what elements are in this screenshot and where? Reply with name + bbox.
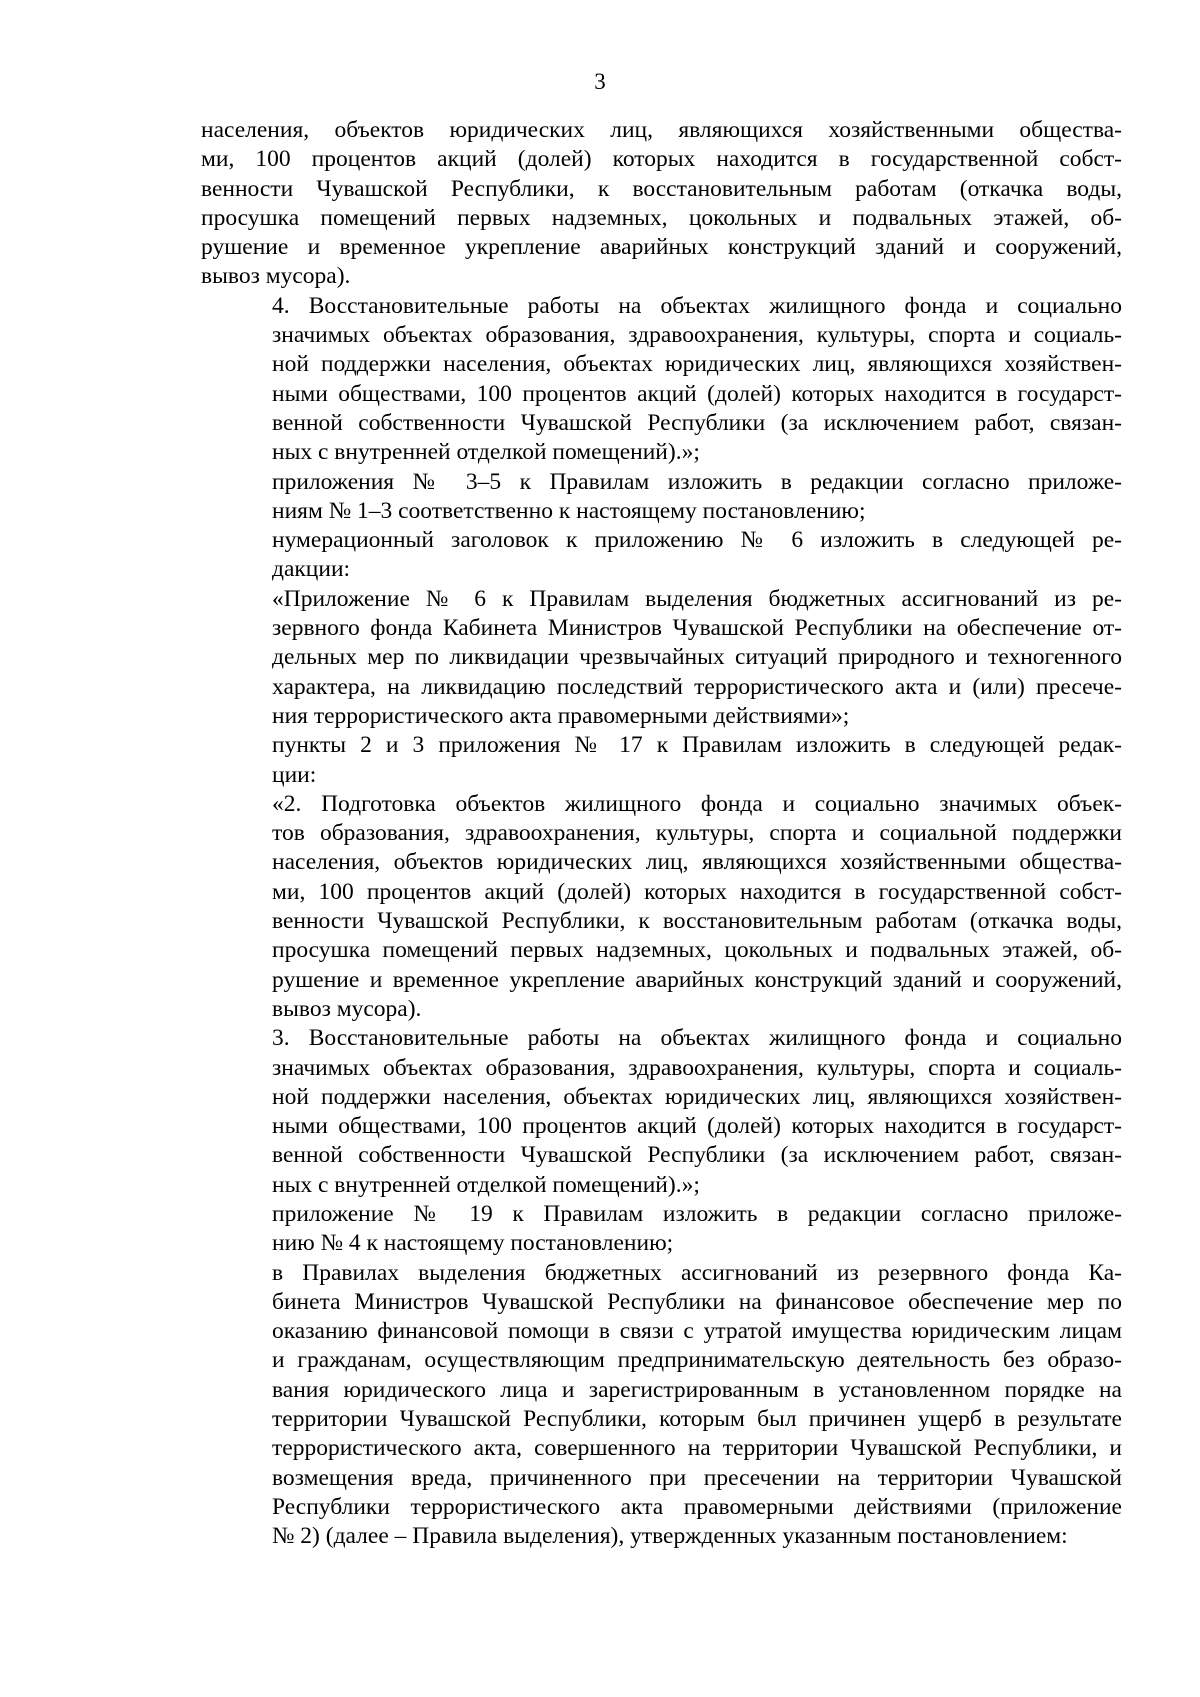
text-line: приложения № 3–5 к Правилам изложить в редакции согласно приложе- [272, 468, 1122, 495]
text-line: дакции: [272, 556, 351, 583]
text-line: дельных мер по ликвидации чрезвычайных ситуаций природного и техногенного [272, 644, 1122, 671]
paragraph [201, 1259, 1122, 1552]
text-line: вывоз мусора). [272, 995, 422, 1022]
text-line: оказанию финансовой помощи в связи с утратой имущества юридическим лицам [272, 1318, 1122, 1345]
text-line: приложение № 19 к Правилам изложить в редакции согласно приложе- [272, 1200, 1122, 1227]
text-line: значимых объектах образования, здравоохранения, культуры, спорта и социаль- [272, 1054, 1122, 1081]
text-line: террористического акта, совершенного на территории Чувашской Республики, и [272, 1435, 1122, 1462]
text-line: венной собственности Чувашской Республики (за исключением работ, связан- [272, 1142, 1122, 1169]
text-line: нумерационный заголовок к приложению № 6 изложить в следующей ре- [272, 527, 1122, 554]
text-line: ных с внутренней отделкой помещений).»; [272, 1171, 700, 1198]
text-line: ми, 100 процентов акций (долей) которых находится в государственной собст- [201, 146, 1122, 173]
text-line: ной поддержки населения, объектах юридических лиц, являющихся хозяйствен- [272, 351, 1122, 378]
text-line: ции: [272, 761, 317, 788]
text-line: населения, объектов юридических лиц, являющихся хозяйственными общества- [201, 117, 1122, 143]
paragraph [201, 292, 1122, 468]
text-line: венности Чувашской Республики, к восстановительным работам (откачка воды, [201, 175, 1122, 202]
paragraph [201, 731, 1122, 790]
text-line: № 2) (далее – Правила выделения), утвержденных указанным постановлением: [272, 1523, 1068, 1550]
text-line: «2. Подготовка объектов жилищного фонда и социально значимых объек- [272, 790, 1122, 817]
text-line: вания юридического лица и зарегистрированным в установленном порядке на [272, 1376, 1122, 1403]
text-line: зервного фонда Кабинета Министров Чувашской Республики на обеспечение от- [272, 615, 1122, 642]
text-line: ния террористического акта правомерными действиями»; [272, 702, 850, 729]
text-line: Республики террористического акта правомерными действиями (приложение [272, 1493, 1122, 1520]
text-line: в Правилах выделения бюджетных ассигнований из резервного фонда Ка- [272, 1259, 1122, 1286]
text-line: ми, 100 процентов акций (долей) которых находится в государственной собст- [272, 878, 1122, 905]
text-line: и гражданам, осуществляющим предпринимательскую деятельность без образо- [272, 1347, 1122, 1374]
text-line: тов образования, здравоохранения, культуры, спорта и социальной поддержки [272, 820, 1122, 847]
text-line: венности Чувашской Республики, к восстановительным работам (откачка воды, [272, 908, 1122, 935]
text-line: ных с внутренней отделкой помещений).»; [272, 439, 700, 466]
paragraph [201, 790, 1122, 1024]
text-line: значимых объектах образования, здравоохранения, культуры, спорта и социаль- [272, 322, 1122, 349]
page-number: 3 [594, 69, 606, 94]
text-line: пункты 2 и 3 приложения № 17 к Правилам изложить в следующей редак- [272, 732, 1122, 759]
text-line: ными обществами, 100 процентов акций (долей) которых находится в государст- [272, 380, 1122, 407]
text-line: вывоз мусора). [201, 263, 351, 290]
text-line: «Приложение № 6 к Правилам выделения бюджетных ассигнований из ре- [272, 585, 1122, 612]
text-line: просушка помещений первых надземных, цокольных и подвальных этажей, об- [272, 937, 1122, 964]
text-line: ниям № 1–3 соответственно к настоящему постановлению; [272, 497, 866, 524]
paragraph [201, 585, 1122, 731]
paragraph [201, 1200, 1122, 1259]
text-line: 4. Восстановительные работы на объектах жилищного фонда и социально [272, 292, 1122, 319]
text-line: возмещения вреда, причиненного при пресечении на территории Чувашской [272, 1464, 1122, 1491]
text-line: территории Чувашской Республики, которым был причинен ущерб в результате [272, 1406, 1122, 1433]
text-line: ными обществами, 100 процентов акций (долей) которых находится в государст- [272, 1113, 1122, 1140]
text-line: венной собственности Чувашской Республики (за исключением работ, связан- [272, 409, 1122, 436]
text-line: нию № 4 к настоящему постановлению; [272, 1230, 674, 1257]
text-line: рушение и временное укрепление аварийных конструкций зданий и сооружений, [201, 234, 1122, 261]
paragraph [201, 526, 1122, 585]
paragraph [201, 1024, 1122, 1200]
paragraph [201, 116, 1122, 292]
text-line: характера, на ликвидацию последствий террористического акта и (или) пресече- [272, 673, 1122, 700]
text-line: населения, объектов юридических лиц, являющихся хозяйственными общества- [272, 849, 1122, 876]
paragraph [201, 468, 1122, 527]
text-line: просушка помещений первых надземных, цокольных и подвальных этажей, об- [201, 204, 1122, 231]
document-body [201, 116, 1122, 1552]
text-line: рушение и временное укрепление аварийных конструкций зданий и сооружений, [272, 966, 1122, 993]
text-line: бинета Министров Чувашской Республики на финансовое обеспечение мер по [272, 1288, 1122, 1315]
text-line: ной поддержки населения, объектах юридических лиц, являющихся хозяйствен- [272, 1083, 1122, 1110]
text-line: 3. Восстановительные работы на объектах жилищного фонда и социально [272, 1025, 1122, 1052]
